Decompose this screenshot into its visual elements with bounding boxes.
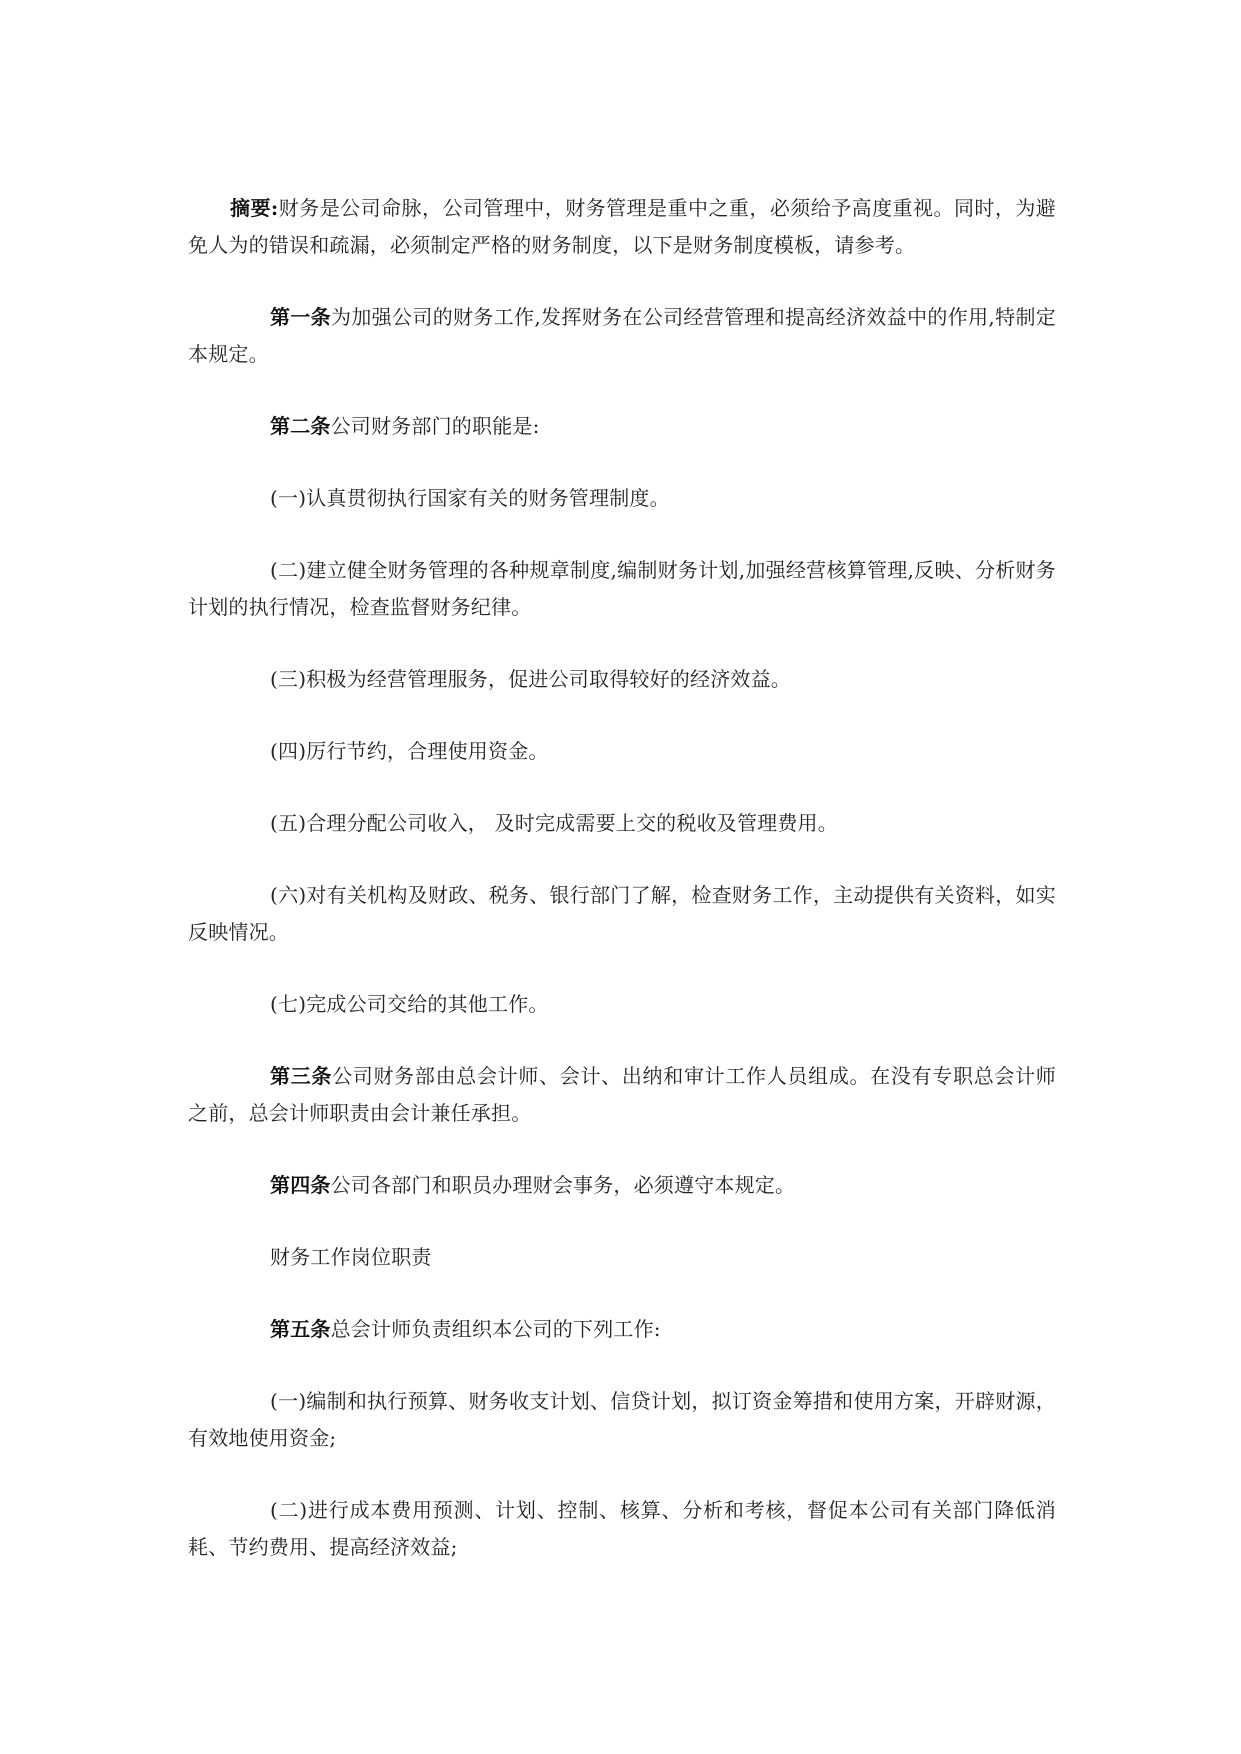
list-item-text: (六)对有关机构及财政、税务、银行部门了解，检查财务工作，主动提供有关资料，如实反映情况。: [188, 883, 1056, 944]
article-text: 总会计师负责组织本公司的下列工作:: [330, 1317, 661, 1341]
article-3-paragraph: [188, 1058, 1056, 1132]
list-item-paragraph: [188, 733, 1056, 770]
article-4-paragraph: [188, 1167, 1056, 1204]
list-item-paragraph: [188, 1492, 1056, 1566]
list-item-paragraph: [188, 480, 1056, 517]
list-item-paragraph: [188, 552, 1056, 626]
list-item-text: (七)完成公司交给的其他工作。: [270, 992, 549, 1016]
list-item-text: (一)编制和执行预算、财务收支计划、信贷计划，拟订资金筹措和使用方案，开辟财源，有效地使用资金;: [188, 1389, 1056, 1450]
article-lead: 第一条: [270, 305, 332, 329]
abstract-paragraph: [188, 190, 1056, 264]
list-item-paragraph: [188, 986, 1056, 1023]
article-2-paragraph: [188, 408, 1056, 445]
abstract-text: 财务是公司命脉，公司管理中，财务管理是重中之重，必须给予高度重视。同时，为避免人为的错误和疏漏，必须制定严格的财务制度，以下是财务制度模板，请参考。: [188, 196, 1057, 257]
list-item-text: (四)厉行节约，合理使用资金。: [270, 739, 549, 763]
section-heading-text: 财务工作岗位职责: [270, 1245, 432, 1269]
document-page: [188, 190, 1056, 1601]
list-item-text: (五)合理分配公司收入， 及时完成需要上交的税收及管理费用。: [270, 811, 838, 835]
article-lead: 第四条: [270, 1173, 331, 1197]
list-item-text: (一)认真贯彻执行国家有关的财务管理制度。: [270, 486, 670, 510]
article-text: 公司财务部由总会计师、会计、出纳和审计工作人员组成。在没有专职总会计师之前，总会计师职责由会计兼任承担。: [188, 1064, 1056, 1125]
list-item-text: (二)建立健全财务管理的各种规章制度,编制财务计划,加强经营核算管理,反映、分析财务计划的执行情况，检查监督财务纪律。: [188, 558, 1056, 619]
article-text: 公司各部门和职员办理财会事务，必须遵守本规定。: [330, 1173, 796, 1197]
list-item-paragraph: [188, 805, 1056, 842]
abstract-label: 摘要:: [230, 196, 279, 220]
article-lead: 第三条: [270, 1064, 333, 1088]
list-item-paragraph: [188, 877, 1056, 951]
article-text: 公司财务部门的职能是:: [330, 414, 540, 438]
article-1-paragraph: [188, 299, 1056, 373]
article-lead: 第五条: [270, 1317, 331, 1341]
section-heading: [188, 1239, 1056, 1276]
list-item-paragraph: [188, 1383, 1056, 1457]
list-item-text: (三)积极为经营管理服务，促进公司取得较好的经济效益。: [270, 667, 792, 691]
list-item-paragraph: [188, 661, 1056, 698]
article-5-paragraph: [188, 1311, 1056, 1348]
article-lead: 第二条: [270, 414, 331, 438]
list-item-text: (二)进行成本费用预测、计划、控制、核算、分析和考核，督促本公司有关部门降低消耗、节约费用、提高经济效益;: [188, 1498, 1056, 1559]
article-text: 为加强公司的财务工作,发挥财务在公司经营管理和提高经济效益中的作用,特制定本规定。: [188, 305, 1056, 366]
